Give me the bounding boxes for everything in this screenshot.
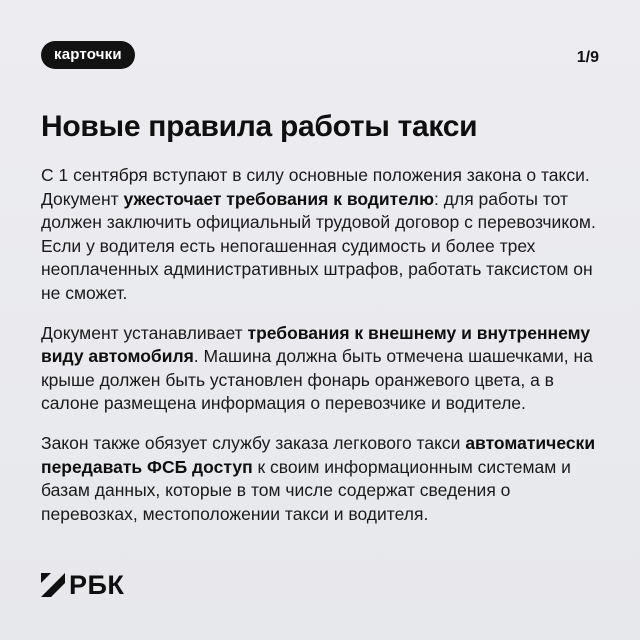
paragraph-highlight: автоматически передавать ФСБ доступ	[41, 432, 596, 477]
paragraph-highlight: требования к внешнему и внутреннему виду автомобиля	[41, 322, 591, 367]
rbc-logo	[41, 571, 124, 599]
paragraph-text: Документ устанавливает	[41, 322, 248, 343]
category-tag[interactable]: карточки	[41, 41, 135, 69]
paragraph-1	[41, 164, 601, 306]
rbc-logo-text: РБК	[69, 570, 125, 600]
paragraph-text: . Машина должна быть отмечена шашечками, на крыше должен быть установлен фонарь оранжевого цвета, а в салоне размещена информация о перевозчике и водителе.	[41, 346, 593, 414]
card-body	[41, 164, 601, 542]
paragraph-3	[41, 432, 601, 526]
paragraph-2	[41, 322, 601, 416]
paragraph-text: Закон также обязует службу заказа легкового такси	[41, 432, 466, 453]
paragraph-text: С 1 сентября вступают в силу основные положения закона о такси. Документ	[41, 165, 590, 209]
paragraph-text: к своим информационным системам и базам данных, которые в том числе содержат сведения о перевозках, местоположении такси и водителя.	[41, 456, 571, 524]
paragraph-text: : для работы тот должен заключить официальный трудовой договор с перевозчиком. Если у водителя есть непогашенная судимость и более трех неоплаченных административных штрафов, работать таксистом он не сможет.	[41, 188, 596, 303]
rbc-logo-icon	[41, 573, 65, 597]
paragraph-highlight: ужесточает требования к водителю	[123, 188, 435, 209]
slide-counter: 1/9	[576, 49, 599, 66]
card-title: Новые правила работы такси	[41, 110, 478, 143]
